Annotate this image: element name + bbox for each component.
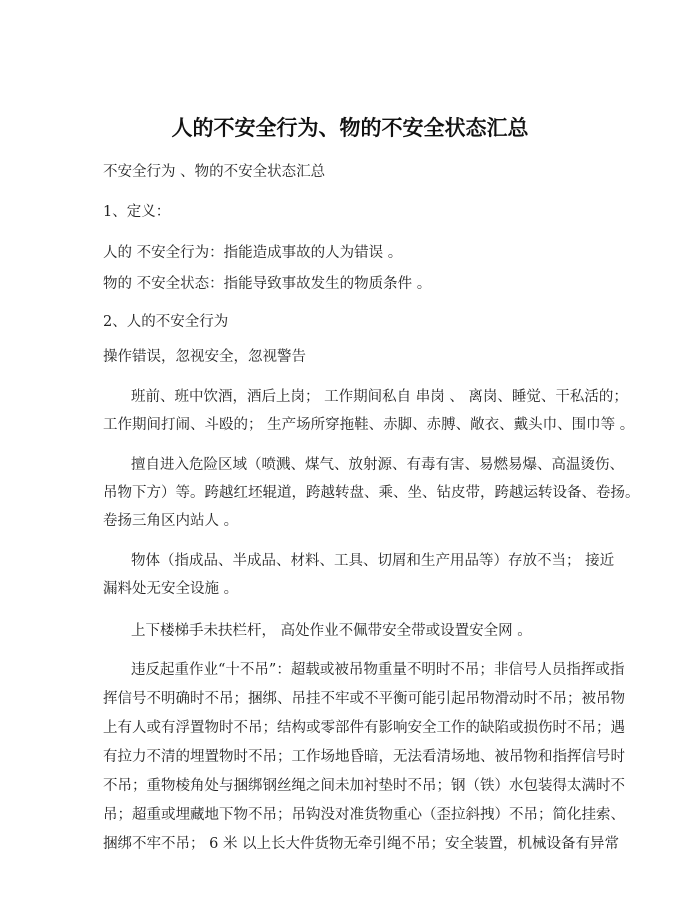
section-heading-unsafe-behavior: 2、人的不安全行为: [103, 314, 229, 330]
paragraph-line: 上下楼梯手未扶栏杆， 高处作业不佩带安全带或设置安全网 。: [131, 623, 532, 639]
paragraph-line: 卷扬三角区内站人 。: [103, 513, 239, 529]
paragraph-line: 捆绑不牢不吊； 6 米 以上长大件货物无牵引绳不吊；安全装置，机械设备有异常: [103, 836, 620, 852]
definition-thing: 物的 不安全状态：指能导致事故发生的物质条件 。: [103, 276, 432, 292]
paragraph-line: 吊；超重或埋藏地下物不吊；吊钩没对准货物重心（歪拉斜拽）不吊；简化挂索、: [103, 807, 625, 823]
item-heading: 操作错误，忽视安全，忽视警告: [103, 349, 306, 365]
paragraph-line: 工作期间打闹、斗殴的； 生产场所穿拖鞋、赤脚、赤膊、敞衣、戴头巾、围巾等 。: [103, 417, 635, 433]
paragraph-line: 有拉力不清的埋置物时不吊；工作场地昏暗，无法看清场地、被吊物和指挥信号时: [103, 749, 625, 765]
paragraph-line: 擅自进入危险区域（喷溅、煤气、放射源、有毒有害、易燃易爆、高温烫伤、: [131, 457, 624, 473]
paragraph-line: 班前、班中饮酒，酒后上岗； 工作期间私自 串岗 、 离岗、睡觉、干私活的；: [131, 389, 628, 405]
section-heading-definition: 1、定义：: [103, 204, 171, 220]
paragraph-line: 挥信号不明确时不吊；捆绑、吊挂不牢或不平衡可能引起吊物滑动时不吊；被吊物: [103, 691, 625, 707]
paragraph-line: 违反起重作业“十不吊”：超载或被吊物重量不明时不吊；非信号人员指挥或指: [131, 662, 625, 678]
paragraph-line: 上有人或有浮置物时不吊；结构或零部件有影响安全工作的缺陷或损伤时不吊；遇: [103, 720, 625, 736]
paragraph-line: 物体（指成品、半成品、材料、工具、切屑和生产用品等）存放不当； 接近: [131, 553, 615, 569]
document-title: 人的不安全行为、物的不安全状态汇总: [171, 116, 529, 140]
paragraph-line: 不吊；重物棱角处与捆绑钢丝绳之间未加衬垫时不吊；钢（铁）水包装得太满时不: [103, 778, 625, 794]
paragraph-line: 漏料处无安全设施 。: [103, 581, 239, 597]
definition-person: 人的 不安全行为：指能造成事故的人为错误 。: [103, 245, 403, 261]
subtitle: 不安全行为 、物的不安全状态汇总: [103, 164, 326, 180]
paragraph-line: 吊物下方）等。跨越红坯辊道，跨越转盘、乘、坐、钻皮带，跨越运转设备、卷扬。: [103, 485, 640, 501]
